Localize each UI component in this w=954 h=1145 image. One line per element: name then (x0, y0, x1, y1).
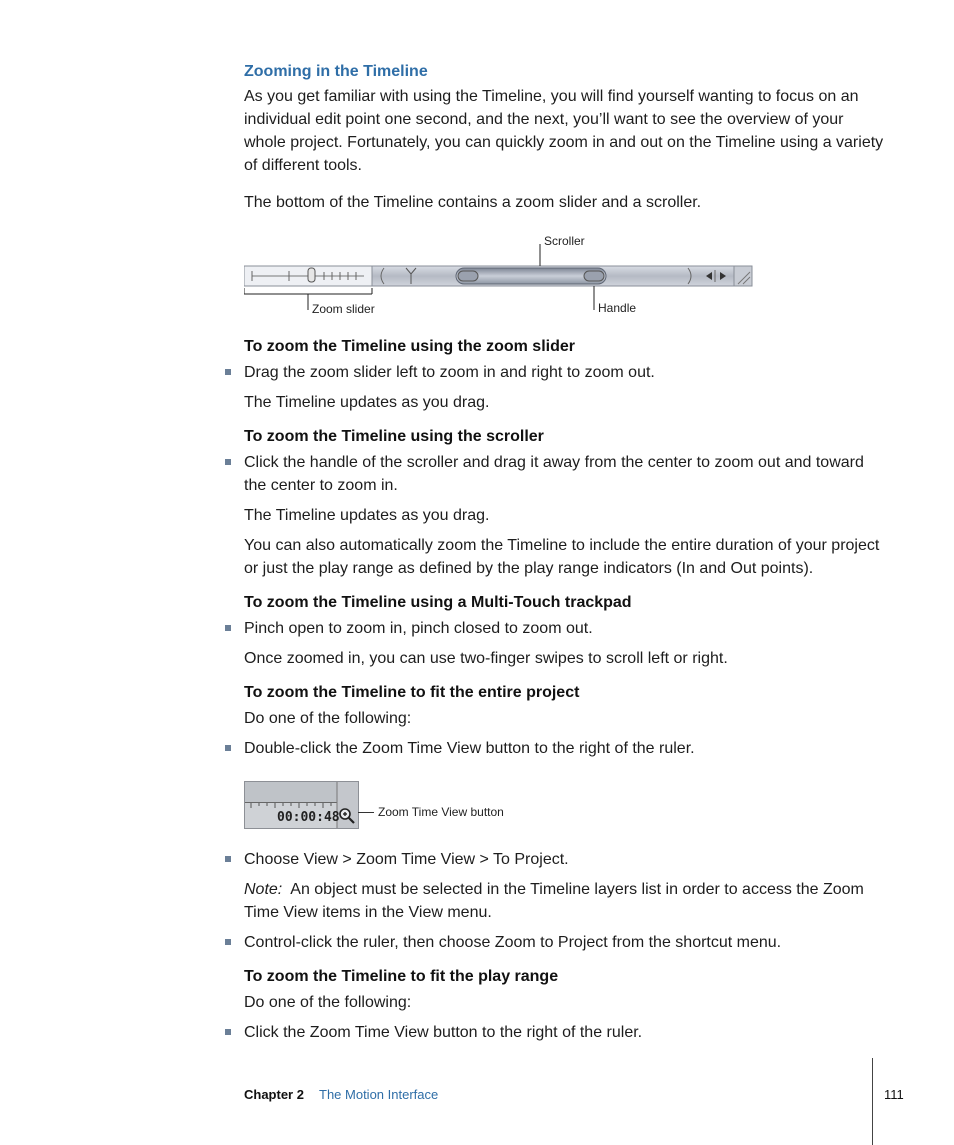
timeline-zoom-figure (244, 230, 764, 325)
ruler-screenshot (244, 781, 359, 829)
bottom-paragraph: The bottom of the Timeline contains a zoom slider and a scroller. (244, 194, 702, 211)
bullet-marker (225, 369, 231, 375)
bullet-text: Choose View > Zoom Time View > To Project. (244, 851, 569, 868)
zoom-time-view-button[interactable] (339, 808, 355, 824)
scroller-callout: Scroller (544, 234, 585, 248)
footer-divider (872, 1058, 873, 1145)
zoom-time-view-callout: Zoom Time View button (378, 805, 504, 819)
task-note: Once zoomed in, you can use two-finger swipes to scroll left or right. (244, 650, 728, 667)
task-heading-zoom-slider: To zoom the Timeline using the zoom slider (244, 338, 575, 355)
note-text: An object must be selected in the Timeline layers list in order to access the Zoom Time View items in the View menu. (244, 881, 864, 921)
timecode-display: 00:00:48 (277, 810, 340, 825)
bullet-text: Click the handle of the scroller and drag it away from the center to zoom out and toward the center to zoom in. (244, 454, 864, 494)
zoom-slider-callout: Zoom slider (312, 302, 375, 316)
magnifier-icon (339, 808, 355, 824)
section-title: Zooming in the Timeline (244, 63, 428, 80)
bullet-marker (225, 459, 231, 465)
bullet-marker (225, 1029, 231, 1035)
bullet-marker (225, 625, 231, 631)
handle-callout: Handle (598, 301, 637, 315)
bullet-text: Click the Zoom Time View button to the right of the ruler. (244, 1024, 643, 1041)
bullet-text: Drag the zoom slider left to zoom in and right to zoom out. (244, 364, 655, 381)
note-label: Note: (244, 881, 283, 898)
note-paragraph (244, 878, 884, 924)
bullet-marker (225, 856, 231, 862)
bullet-marker (225, 745, 231, 751)
footer-chapter: Chapter 2 (244, 1087, 304, 1102)
intro-paragraph: As you get familiar with using the Timeline, you will find yourself wanting to focus on an individual edit point one second, and the next, you’ll want to see the overview of your whole project. Fortunately, you can quickly zoom in and out on the Timeline using a variety of different tools. (244, 88, 884, 174)
task-heading-trackpad: To zoom the Timeline using a Multi-Touch trackpad (244, 594, 632, 611)
bullet-text: Double-click the Zoom Time View button to the right of the ruler. (244, 740, 695, 757)
task-heading-scroller: To zoom the Timeline using the scroller (244, 428, 544, 445)
task-heading-fit-play-range: To zoom the Timeline to fit the play range (244, 968, 559, 985)
task-heading-fit-project: To zoom the Timeline to fit the entire project (244, 684, 580, 701)
task-subheading: Do one of the following: (244, 994, 412, 1011)
footer-chapter-title: The Motion Interface (319, 1087, 439, 1102)
bullet-marker (225, 939, 231, 945)
task-note: You can also automatically zoom the Timeline to include the entire duration of your project or just the play range as defined by the play range indicators (In and Out points). (244, 537, 880, 577)
task-subheading: Do one of the following: (244, 710, 412, 727)
bullet-text: Pinch open to zoom in, pinch closed to zoom out. (244, 620, 593, 637)
page-number: 111 (884, 1087, 904, 1102)
task-note: The Timeline updates as you drag. (244, 507, 490, 524)
callout-line (358, 812, 374, 813)
task-note: The Timeline updates as you drag. (244, 394, 490, 411)
bullet-text: Control-click the ruler, then choose Zoom to Project from the shortcut menu. (244, 934, 782, 951)
